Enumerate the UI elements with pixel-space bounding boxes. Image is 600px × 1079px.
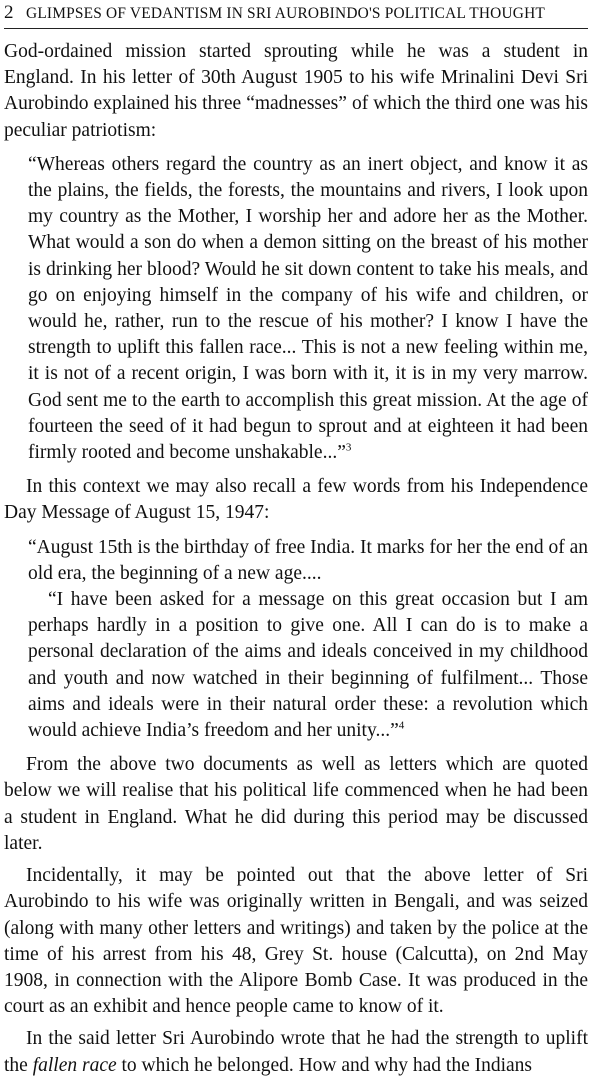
running-head: [4, 2, 588, 29]
quote-letter-content: “Whereas others regard the country as an inert object, and know it as the plains, the fields, the forests, the mountains and rivers, I look upon my country as the Mother, I worship her and adore her as the Mother. What would a son do when a demon sitting on the breast of his mother is drinking her blood? Would he sit down content to take his meals, and go on enjoying himself in the company of his wife and children, or would he, rather, run to the rescue of his mother? I know I have the strength to uplift this fallen race... This is not a new feeling within me, it is not of a recent origin, I was born with it, it is in my very marrow. God sent me to the earth to accomplish this great mission. At the age of fourteen the seed of it had begun to sprout and at eighteen it had been firmly rooted and become unshakable...”: [28, 153, 588, 464]
paragraph-5-start: In the said letter Sri Aurobindo wrote that he had the strength to uplift the: [4, 1028, 588, 1076]
quote-letter-text: [28, 152, 588, 466]
paragraph-1: God-ordained mission started sprouting while he was a student in England. In his letter of 30th August 1905 to his wife Mrinalini Devi Sri Aurobindo explained his three “madnesses” of which the third one was his peculiar patriotism:: [4, 41, 588, 141]
page-body: [4, 39, 588, 1079]
paragraph-5-emphasis: fallen race: [32, 1054, 117, 1076]
quote-message-part-2: [28, 587, 588, 744]
paragraph-5: [4, 1026, 588, 1078]
page-number: 2: [4, 2, 14, 23]
quote-message-part-1: “August 15th is the birthday of free India. It marks for her the end of an old era, the beginning of a new age....: [28, 536, 588, 584]
paragraph-4: Incidentally, it may be pointed out that the above letter of Sri Aurobindo to his wife was originally written in Bengali, and was seized (along with many other letters and writings) and taken by the police at the time of his arrest from his 48, Grey St. house (Calcutta), on 2nd May 1908, in connection with the Alipore Bomb Case. It was produced in the court as an exhibit and hence people came to know of it.: [4, 865, 588, 1018]
running-title: GLIMPSES OF VEDANTISM IN SRI AUROBINDO'S POLITICAL THOUGHT: [26, 5, 546, 22]
footnote-ref-3: 3: [345, 441, 352, 454]
block-quote-message: [28, 535, 588, 745]
paragraph-5-end: to which he belonged. How and why had the Indians: [116, 1054, 533, 1076]
block-quote-letter: [28, 152, 588, 466]
paragraph-2: In this context we may also recall a few words from his Independence Day Message of August 15, 1947:: [4, 476, 588, 524]
quote-message-content: “I have been asked for a message on this great occasion but I am perhaps hardly in a position to give one. All I can do is to make a personal declaration of the aims and ideals conceived in my childhood and youth and now watched in their beginning of fulfilment... Those aims and ideals were in their natural order these: a revolution which would achieve India’s freedom and her unity...”: [28, 589, 588, 742]
paragraph-3: From the above two documents as well as letters which are quoted below we will realise that his political life commenced when he had been a student in England. What he did during this period may be discussed later.: [4, 754, 588, 854]
footnote-ref-4: 4: [398, 719, 405, 732]
